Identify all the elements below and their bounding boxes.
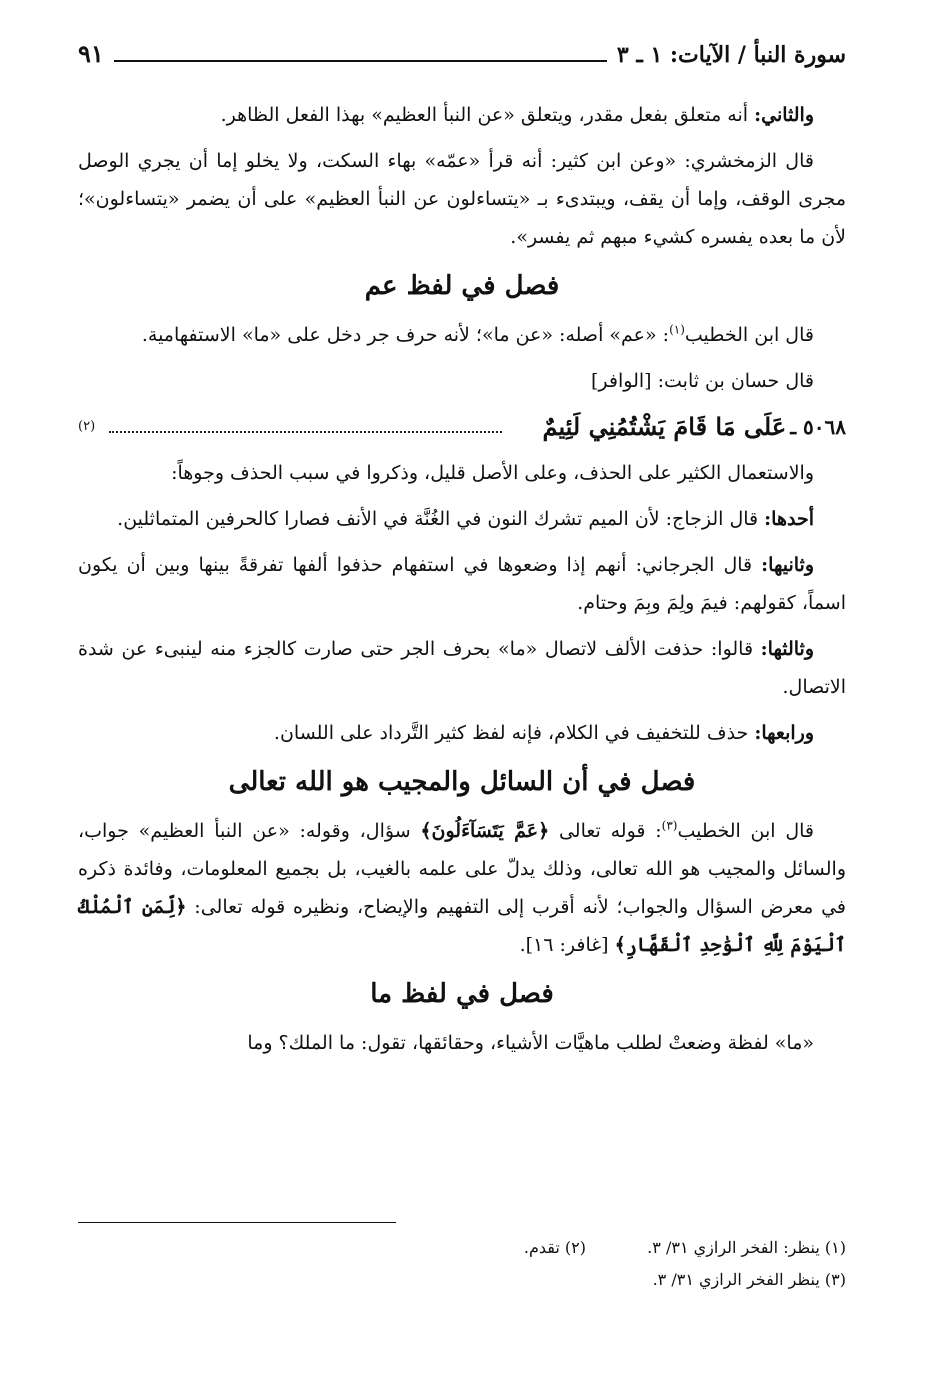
- page-number: ٩١: [78, 39, 104, 68]
- section-heading: فصل في أن السائل والمجيب هو الله تعالى: [228, 767, 696, 797]
- verse-text: عَلَى مَا قَامَ يَشْتُمُنِي لَئِيمٌ: [542, 412, 787, 441]
- paragraph-text: : قوله تعالى: [549, 820, 662, 842]
- paragraph-text: «ما» لفظة وضعتْ لطلب ماهيَّات الأشياء، وحقائقها، تقول: ما الملك؟ وما: [247, 1032, 814, 1054]
- paragraph: [78, 316, 846, 354]
- header-rule: [114, 60, 607, 62]
- footnote-row: [78, 1264, 846, 1296]
- paragraph-lead: وثانيها:: [761, 554, 814, 576]
- quran-quote: ﴿عَمَّ يَتَسَآءَلُونَ﴾: [420, 820, 550, 842]
- footnote-rule: [78, 1222, 396, 1223]
- poetry-verse: [78, 408, 846, 446]
- section-heading: فصل في لفظ ما: [370, 979, 554, 1009]
- footnote-row: [78, 1232, 846, 1264]
- paragraph-text: سؤال، وقوله: «عن النبأ العظيم» جواب، والسائل والمجيب هو الله تعالى، وذلك يدلّ على علمه بالغيب، بل بجميع المعلومات، وفائدة ذكره في معرض السؤال والجواب؛ لأنه أقرب إلى التفهيم والإيضاح، ونظيره قوله تعالى:: [78, 820, 846, 918]
- header-title: سورة النبأ / الآيات: ١ ـ ٣: [616, 42, 846, 68]
- paragraph-text: حذف للتخفيف في الكلام، فإنه لفظ كثير التَّرداد على اللسان.: [273, 722, 755, 744]
- paragraph-text: قال الزمخشري: «وعن ابن كثير: أنه قرأ «عمّه» بهاء السكت، ولا يخلو إما أن يجري الوصل مجرى الوقف، وإما أن يقف، ويبتدىء بـ «يتساءلون عن النبأ العظيم» على أن يضمر «يتساءلون»؛ لأن ما بعده يفسره كشيء مبهم ثم يفسر».: [78, 150, 846, 248]
- paragraph-text: قالوا: حذفت الألف لاتصال «ما» بحرف الجر حتى صارت كالجزء منه لينبىء عن شدة الاتصال.: [78, 638, 846, 698]
- paragraph: [78, 812, 846, 964]
- paragraph-text: أنه متعلق بفعل مقدر، ويتعلق «عن النبأ العظيم» بهذا الفعل الظاهر.: [220, 104, 755, 126]
- paragraph-lead: ورابعها:: [754, 722, 814, 744]
- paragraph: [78, 1024, 846, 1062]
- paragraph-text: قال الجرجاني: أنهم إذا وضعوها في استفهام حذفوا ألفها تفرقةً بينها وبين أن يكون اسماً، كقولهم: فيمَ ولِمَ وبِمَ وحتام.: [78, 554, 846, 614]
- paragraph: [78, 142, 846, 256]
- footnote-1: (١) ينظر: الفخر الرازي ٣١/ ٣.: [647, 1238, 846, 1257]
- paragraph: [78, 96, 846, 134]
- running-header: [78, 32, 846, 72]
- verse-dots: [109, 411, 502, 433]
- page: [78, 0, 846, 1373]
- paragraph-text: قال الزجاج: لأن الميم تشرك النون في الغُنَّة في الأنف فصارا كالحرفين المتماثلين.: [117, 508, 765, 530]
- footnote-3: (٣) ينظر الفخر الرازي ٣١/ ٣.: [652, 1270, 846, 1289]
- paragraph-text: قال ابن الخطيب: [677, 820, 814, 842]
- paragraph: [78, 546, 846, 622]
- paragraph-text: : «عم» أصله: «عن ما»؛ لأنه حرف جر دخل على «ما» الاستفهامية.: [141, 324, 670, 346]
- footnotes: [78, 1232, 846, 1296]
- paragraph-text: قال ابن الخطيب: [684, 324, 814, 346]
- paragraph-lead: أحدها:: [764, 508, 814, 530]
- paragraph: [78, 500, 846, 538]
- footnote-ref[interactable]: (١): [669, 322, 685, 337]
- paragraph-lead: والثاني:: [754, 104, 814, 126]
- section-heading: فصل في لفظ عم: [364, 271, 560, 301]
- paragraph-lead: وثالثها:: [760, 638, 814, 660]
- quran-quote: ﴿لِّمَنِ ٱلْمُلْكُ ٱلْيَوْمَ لِلَّهِ ٱلْوَٰحِدِ ٱلْقَهَّارِ﴾: [78, 896, 846, 956]
- paragraph: [78, 714, 846, 752]
- footnote-ref[interactable]: (٣): [661, 818, 678, 833]
- main-text: [78, 96, 846, 1070]
- paragraph-text: [غافر: ١٦].: [519, 934, 615, 956]
- paragraph-text: قال حسان بن ثابت: [الوافر]: [591, 370, 814, 392]
- footnote-2: (٢) تقدم.: [523, 1238, 586, 1257]
- verse-number: ٥٠٦٨ ـ: [790, 415, 846, 439]
- paragraph: [78, 362, 846, 400]
- paragraph: [78, 454, 846, 492]
- paragraph-text: والاستعمال الكثير على الحذف، وعلى الأصل قليل، وذكروا في سبب الحذف وجوهاً:: [171, 462, 814, 484]
- paragraph: [78, 630, 846, 706]
- footnote-ref[interactable]: (٢): [78, 419, 96, 434]
